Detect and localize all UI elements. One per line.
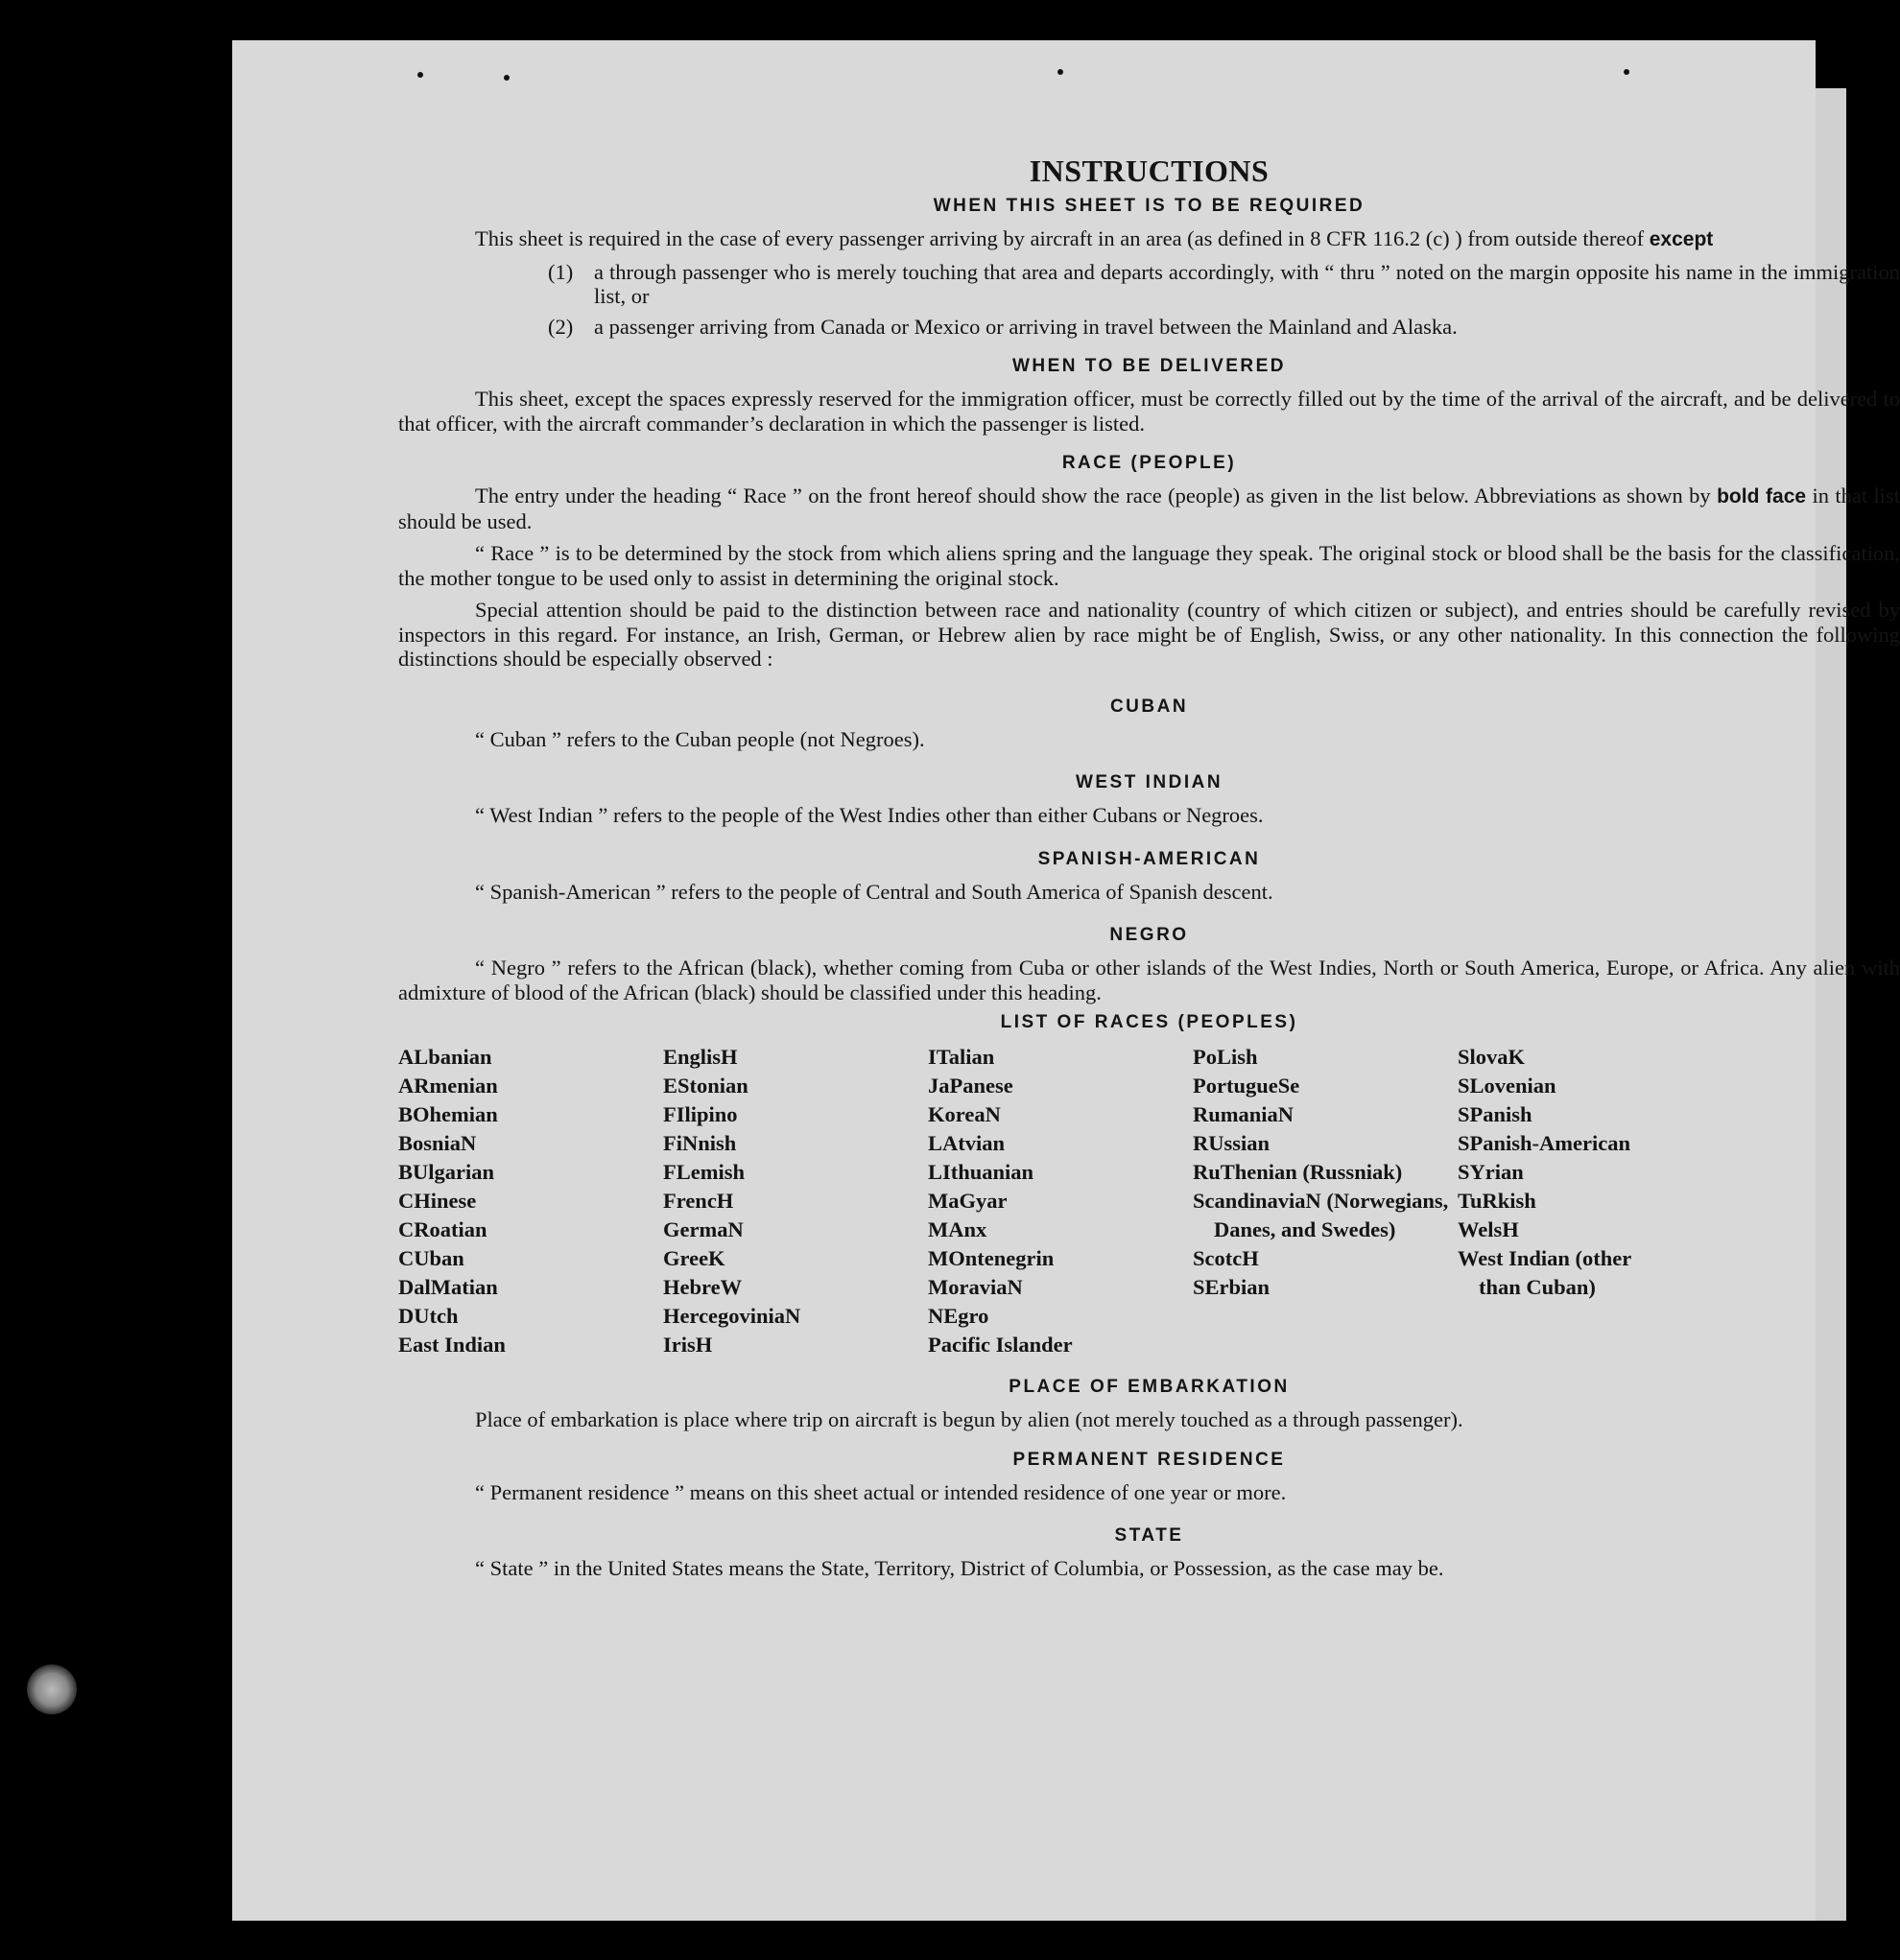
race-entry: MaGyar [928,1189,1008,1213]
race-entry: East Indian [398,1333,506,1357]
spanish-american-text: “ Spanish-American ” refers to the people of Central and South America of Spanish descent. [475,879,1273,904]
race-entry: ALbanian [398,1045,492,1069]
race-entry: CUban [398,1246,464,1270]
race-entry: SLovenian [1458,1074,1556,1098]
race-entry: MAnx [928,1217,987,1241]
race-entry: HercegoviniaN [663,1304,801,1328]
race-entry: EStonian [663,1074,748,1098]
scan-speck [504,75,510,81]
races-column [1193,1043,1458,1359]
negro-text: “ Negro ” refers to the African (black), whether coming from Cuba or other islands of the West Indies, North or South America, Europe, or Africa. Any alien with admixture of blood of the African (black) should be classified under this heading. [398,956,1900,1004]
exception-item [398,260,1900,309]
embarkation-text: Place of embarkation is place where trip on aircraft is begun by alien (not merely touched as a through passenger). [475,1407,1463,1431]
exception-text: a passenger arriving from Canada or Mexico or arriving in travel between the Mainland and Alaska. [594,314,1458,339]
race-entry: RumaniaN [1193,1102,1294,1126]
required-intro: This sheet is required in the case of every passenger arriving by aircraft in an area (as defined in 8 CFR 116.2 (c) ) from outside thereof except [475,226,1714,250]
residence-text: “ Permanent residence ” means on this sheet actual or intended residence of one year or more. [475,1479,1287,1504]
scan-stain [27,1665,77,1714]
race-entry: PortugueSe [1193,1074,1300,1098]
section-heading-required: WHEN THIS SHEET IS TO BE REQUIRED [933,196,1366,216]
race-entry: IrisH [663,1333,713,1357]
exception-number: (2) [548,314,574,339]
section-heading-west-indian: WEST INDIAN [1075,772,1223,792]
race-entry: BosniaN [398,1131,477,1155]
race-entry: CHinese [398,1189,477,1213]
race-entry: Pacific Islander [928,1333,1073,1357]
race-entry: FiNnish [663,1131,737,1155]
race-entry: ScandinaviaN (Norwegians, Danes, and Swedes) [1193,1189,1449,1241]
races-list [398,1043,1900,1359]
scan-speck [1624,69,1629,75]
section-heading-delivered: WHEN TO BE DELIVERED [1011,356,1287,376]
race-entry: DUtch [398,1304,459,1328]
race-entry: SPanish-American [1458,1131,1630,1155]
section-heading-state: STATE [1114,1525,1184,1546]
section-heading-races-list: LIST OF RACES (PEOPLES) [1000,1012,1298,1032]
race-entry: PoLish [1193,1045,1258,1069]
section-heading-spanish-american: SPANISH-AMERICAN [1037,848,1261,869]
race-entry: ARmenian [398,1074,498,1098]
page-title: INSTRUCTIONS [1029,153,1270,188]
section-heading-race: RACE (PEOPLE) [1061,453,1237,473]
delivered-text: This sheet, except the spaces expressly reserved for the immigration officer, must be correctly filled out by the time of the arrival of the aircraft, and be delivered to that officer, with the aircraft commander’s declaration in which the passenger is listed. [398,387,1900,436]
document-sheet [232,40,1900,1921]
races-column [1458,1043,1678,1359]
race-entry: MOntenegrin [928,1246,1055,1270]
race-entry: SYrian [1458,1160,1524,1184]
state-text: “ State ” in the United States means the State, Territory, District of Columbia, or Possession, as the case may be. [475,1556,1444,1580]
race-entry: GermaN [663,1217,744,1241]
race-entry: SErbian [1193,1275,1271,1299]
instructions-body [398,153,1900,1589]
races-column [663,1043,928,1359]
except-keyword: except [1649,228,1714,250]
west-indian-text: “ West Indian ” refers to the people of the West Indies other than either Cubans or Negroes. [475,803,1264,827]
race-entry: SPanish [1458,1102,1532,1126]
section-heading-cuban: CUBAN [1109,696,1189,717]
race-paragraph-1: The entry under the heading “ Race ” on the front hereof should show the race (people) as given in the list below. Abbreviations as shown by bold face in that list should be used. [398,484,1900,533]
race-entry: HebreW [663,1275,743,1299]
race-entry: RuThenian (Russniak) [1193,1160,1403,1184]
race-paragraph-2: “ Race ” is to be determined by the stock from which aliens spring and the language they speak. The original stock or blood shall be the basis for the classification, the mother tongue to be used only to assist in determining the original stock. [398,541,1900,590]
scan-speck [1057,69,1063,75]
race-entry: CRoatian [398,1217,487,1241]
cuban-text: “ Cuban ” refers to the Cuban people (not Negroes). [475,726,925,751]
race-entry: FLemish [663,1160,746,1184]
race-entry: FIlipino [663,1102,738,1126]
race-entry: SlovaK [1458,1045,1526,1069]
race-entry: NEgro [928,1304,989,1328]
race-entry: ITalian [928,1045,995,1069]
section-heading-residence: PERMANENT RESIDENCE [1012,1449,1286,1470]
race-entry: LAtvian [928,1131,1006,1155]
race-entry: BOhemian [398,1102,498,1126]
race-paragraph-3: Special attention should be paid to the distinction between race and nationality (country of which citizen or subject), and entries should be carefully revised by inspectors in this regard. For instance, an Irish, German, or Hebrew alien by race might be of English, Swiss, or any other nationality. In this connection the following distinctions should be especially observed : [398,598,1900,671]
race-entry: TuRkish [1458,1189,1536,1213]
race-entry: GreeK [663,1246,725,1270]
race-entry: FrencH [663,1189,734,1213]
scan-speck [417,72,423,78]
races-column [928,1043,1193,1359]
race-entry: LIthuanian [928,1160,1034,1184]
race-entry: West Indian (other than Cuban) [1458,1246,1631,1299]
race-entry: JaPanese [928,1074,1013,1098]
bold-face-keyword: bold face [1717,485,1807,508]
exception-number: (1) [548,259,574,284]
exception-text: a through passenger who is merely touching that area and departs accordingly, with “ thru ” noted on the margin opposite his name in the immigration list, or [594,259,1900,308]
race-entry: ScotcH [1193,1246,1259,1270]
exception-item [398,315,1900,340]
races-column [398,1043,663,1359]
race-entry: RUssian [1193,1131,1271,1155]
race-entry: KoreaN [928,1102,1001,1126]
section-heading-negro: NEGRO [1109,925,1189,945]
race-entry: BUlgarian [398,1160,495,1184]
race-entry: WelsH [1458,1217,1519,1241]
race-entry: DalMatian [398,1275,498,1299]
race-entry: MoraviaN [928,1275,1023,1299]
race-entry: EnglisH [663,1045,738,1069]
section-heading-embarkation: PLACE OF EMBARKATION [1009,1377,1290,1397]
